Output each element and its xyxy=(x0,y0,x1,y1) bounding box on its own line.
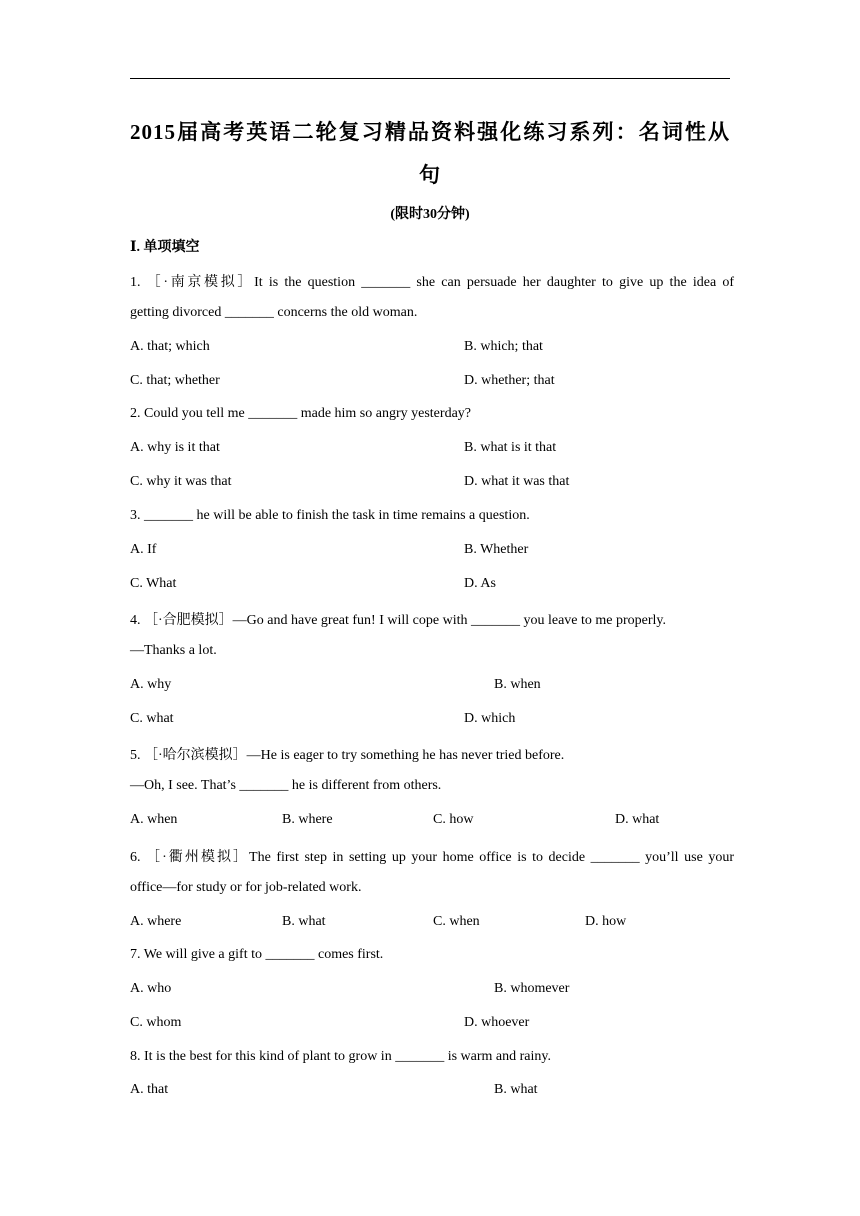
question-7-option-d: D. whoever xyxy=(464,1015,530,1030)
question-1-option-a: A. that; which xyxy=(130,339,210,354)
question-6-text-continued: office—for study or for job-related work. xyxy=(130,880,362,895)
section-heading: Ⅰ. 单项填空 xyxy=(130,240,200,255)
question-3-text: 3. _______ he will be able to finish the task in time remains a question. xyxy=(130,508,530,523)
question-2-option-b: B. what is it that xyxy=(464,440,557,455)
question-5-option-b: B. where xyxy=(282,812,333,827)
question-8-option-b: B. what xyxy=(494,1082,538,1097)
question-5-option-d: D. what xyxy=(615,812,660,827)
question-6-text: 6. ［·衢州模拟］The first step in setting up your home office is to decide _______ you’ll use your xyxy=(130,850,734,865)
question-4-text: 4. ［·合肥模拟］—Go and have great fun! I will cope with _______ you leave to me properly. xyxy=(130,613,667,628)
question-1-option-b: B. which; that xyxy=(464,339,543,354)
question-1-option-c: C. that; whether xyxy=(130,373,220,388)
question-5-text: 5. ［·哈尔滨模拟］—He is eager to try something he has never tried before. xyxy=(130,748,565,763)
question-2-option-c: C. why it was that xyxy=(130,474,232,489)
question-1-option-d: D. whether; that xyxy=(464,373,555,388)
question-3-option-a: A. If xyxy=(130,542,157,557)
question-8-option-a: A. that xyxy=(130,1082,169,1097)
question-2-option-a: A. why is it that xyxy=(130,440,220,455)
page-title: 2015届高考英语二轮复习精品资料强化练习系列：名词性从 xyxy=(130,120,730,144)
question-3-option-c: C. What xyxy=(130,576,177,591)
question-7-option-c: C. whom xyxy=(130,1015,182,1030)
question-4-option-d: D. which xyxy=(464,711,516,726)
question-2-option-d: D. what it was that xyxy=(464,474,570,489)
question-6-option-c: C. when xyxy=(433,914,480,929)
question-3-option-b: B. Whether xyxy=(464,542,529,557)
time-limit: (限时30分钟) xyxy=(390,207,470,222)
page-title-continued: 句 xyxy=(419,163,441,187)
question-7-option-b: B. whomever xyxy=(494,981,570,996)
question-5-option-a: A. when xyxy=(130,812,178,827)
question-6-option-a: A. where xyxy=(130,914,182,929)
header-rule xyxy=(130,78,730,79)
question-6-option-d: D. how xyxy=(585,914,627,929)
question-6-option-b: B. what xyxy=(282,914,326,929)
question-1-text-continued: getting divorced _______ concerns the old woman. xyxy=(130,305,418,320)
question-4-option-b: B. when xyxy=(494,677,541,692)
question-5-text-continued: —Oh, I see. That’s _______ he is different from others. xyxy=(130,778,442,793)
question-4-option-a: A. why xyxy=(130,677,172,692)
question-1-text: 1. ［·南京模拟］It is the question _______ she can persuade her daughter to give up the idea of xyxy=(130,275,734,290)
question-3-option-d: D. As xyxy=(464,576,496,591)
question-2-text: 2. Could you tell me _______ made him so angry yesterday? xyxy=(130,406,471,421)
question-8-text: 8. It is the best for this kind of plant to grow in _______ is warm and rainy. xyxy=(130,1049,551,1064)
question-4-text-continued: —Thanks a lot. xyxy=(130,643,217,658)
question-4-option-c: C. what xyxy=(130,711,174,726)
question-7-text: 7. We will give a gift to _______ comes first. xyxy=(130,947,384,962)
question-7-option-a: A. who xyxy=(130,981,172,996)
question-5-option-c: C. how xyxy=(433,812,474,827)
